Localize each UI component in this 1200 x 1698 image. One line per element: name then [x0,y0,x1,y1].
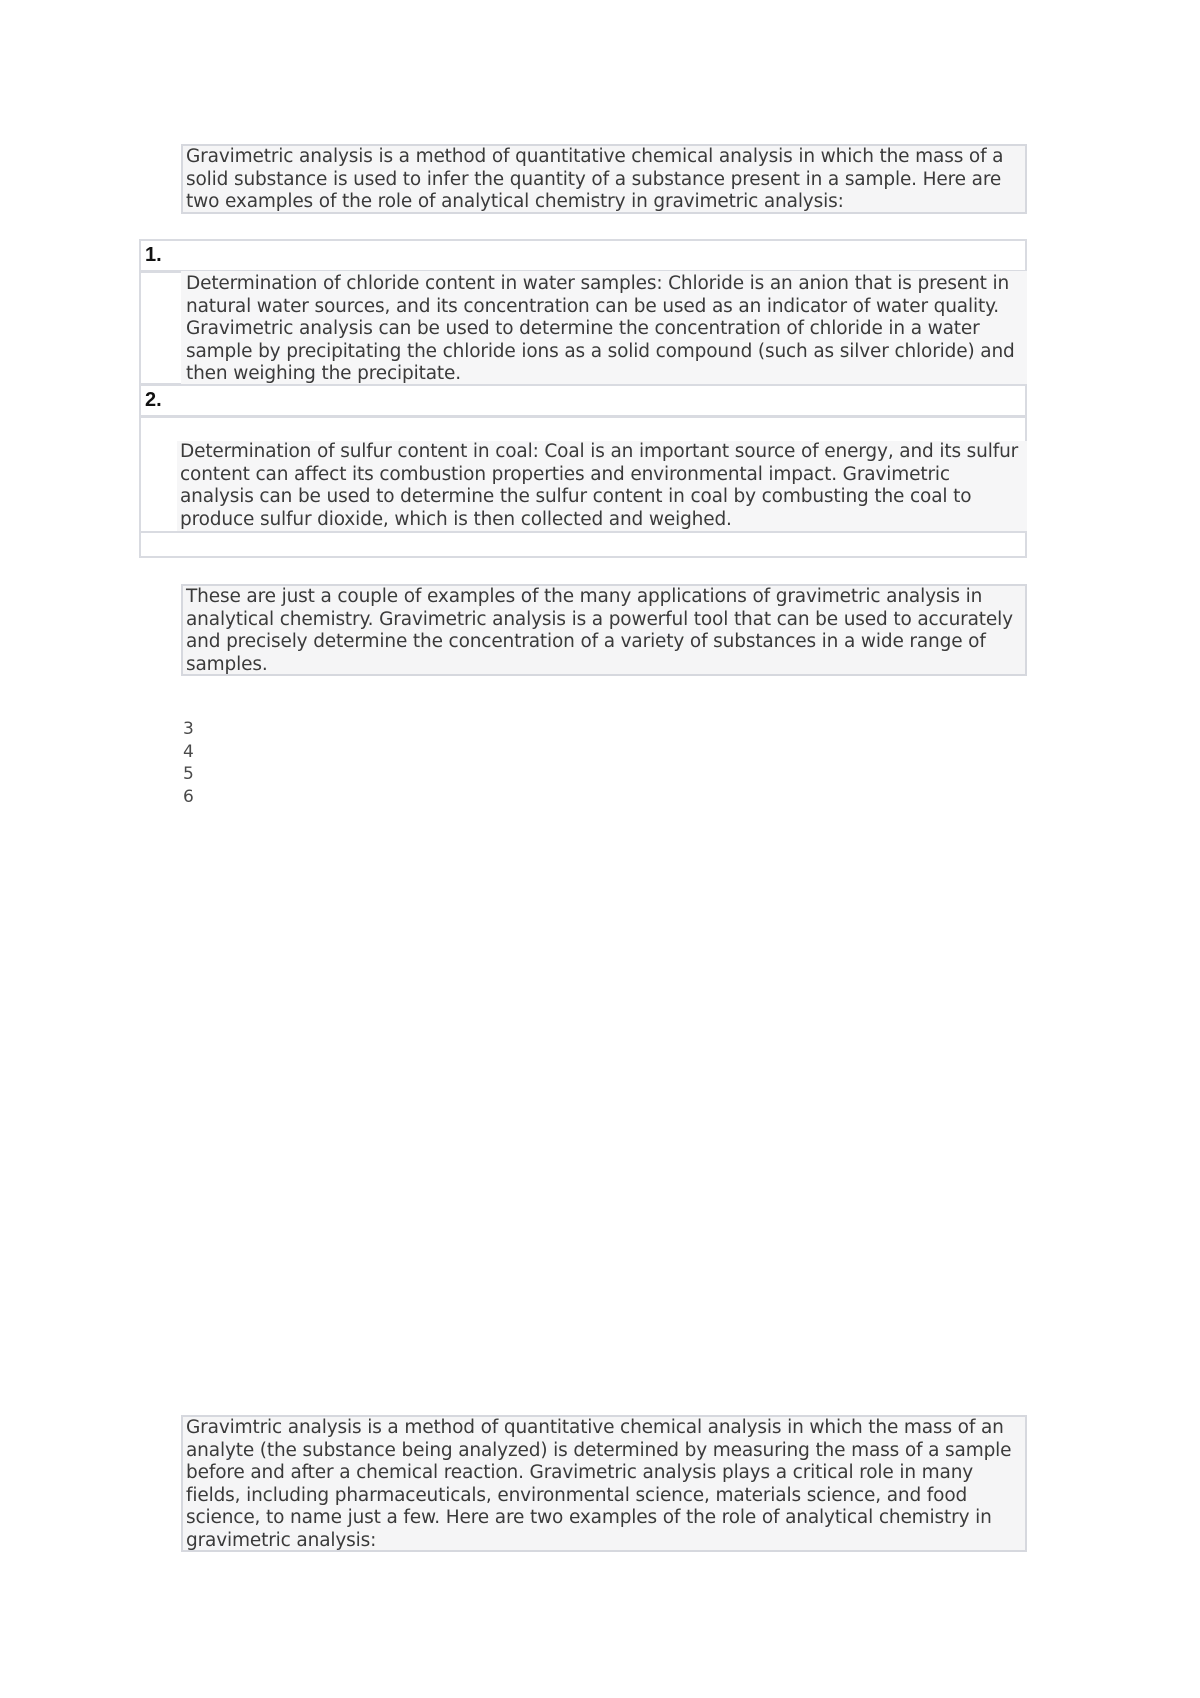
intro-paragraph: Gravimetric analysis is a method of quantitative chemical analysis in which the mass of a solid substance is used to infer the quantity of a substance present in a sample. Here are two examples of the role of analytical chemistry in gravimetric analysis: [181,144,1027,214]
number-item-4: 4 [183,741,194,762]
example-1-number: 1. [145,244,162,266]
number-item-6: 6 [183,786,194,807]
example-2-divider [139,531,1027,533]
example-1-text: Determination of chloride content in water samples: Chloride is an anion that is present in natural water sources, and its concentration can be used as an indicator of water quality. Gravimetric analysis can be used to determine the concentration of chloride in a water sample by precipitating the chloride ions as a solid compound (such as silver chloride) and then weighing the precipitate. [181,271,1027,385]
number-item-5: 5 [183,764,194,784]
second-intro-paragraph: Gravimtric analysis is a method of quantitative chemical analysis in which the mass of an analyte (the substance being analyzed) is determined by measuring the mass of a sample before and after a chemical reaction. Gravimetric analysis plays a critical role in many fields, including pharmaceuticals, environmental science, materials science, and food science, to name just a few. Here are two examples of the role of analytical chemistry in gravimetric analysis: [181,1415,1027,1552]
example-2-header-frame [139,384,1027,417]
example-1-header-frame [139,239,1027,272]
number-item-3: 3 [183,719,194,739]
example-2-number: 2. [145,389,162,411]
conclusion-paragraph: These are just a couple of examples of the many applications of gravimetric analysis in analytical chemistry. Gravimetric analysis is a powerful tool that can be used to accurately and precisely determine the concentration of a variety of substances in a wide range of samples. [181,584,1027,676]
example-2-text: Determination of sulfur content in coal: Coal is an important source of energy, and its sulfur content can affect its combustion properties and environmental impact. Gravimetric analysis can be used to determine the sulfur content in coal by combusting the coal to produce sulfur dioxide, which is then collected and weighed. [177,441,1027,532]
number-list [183,718,194,808]
